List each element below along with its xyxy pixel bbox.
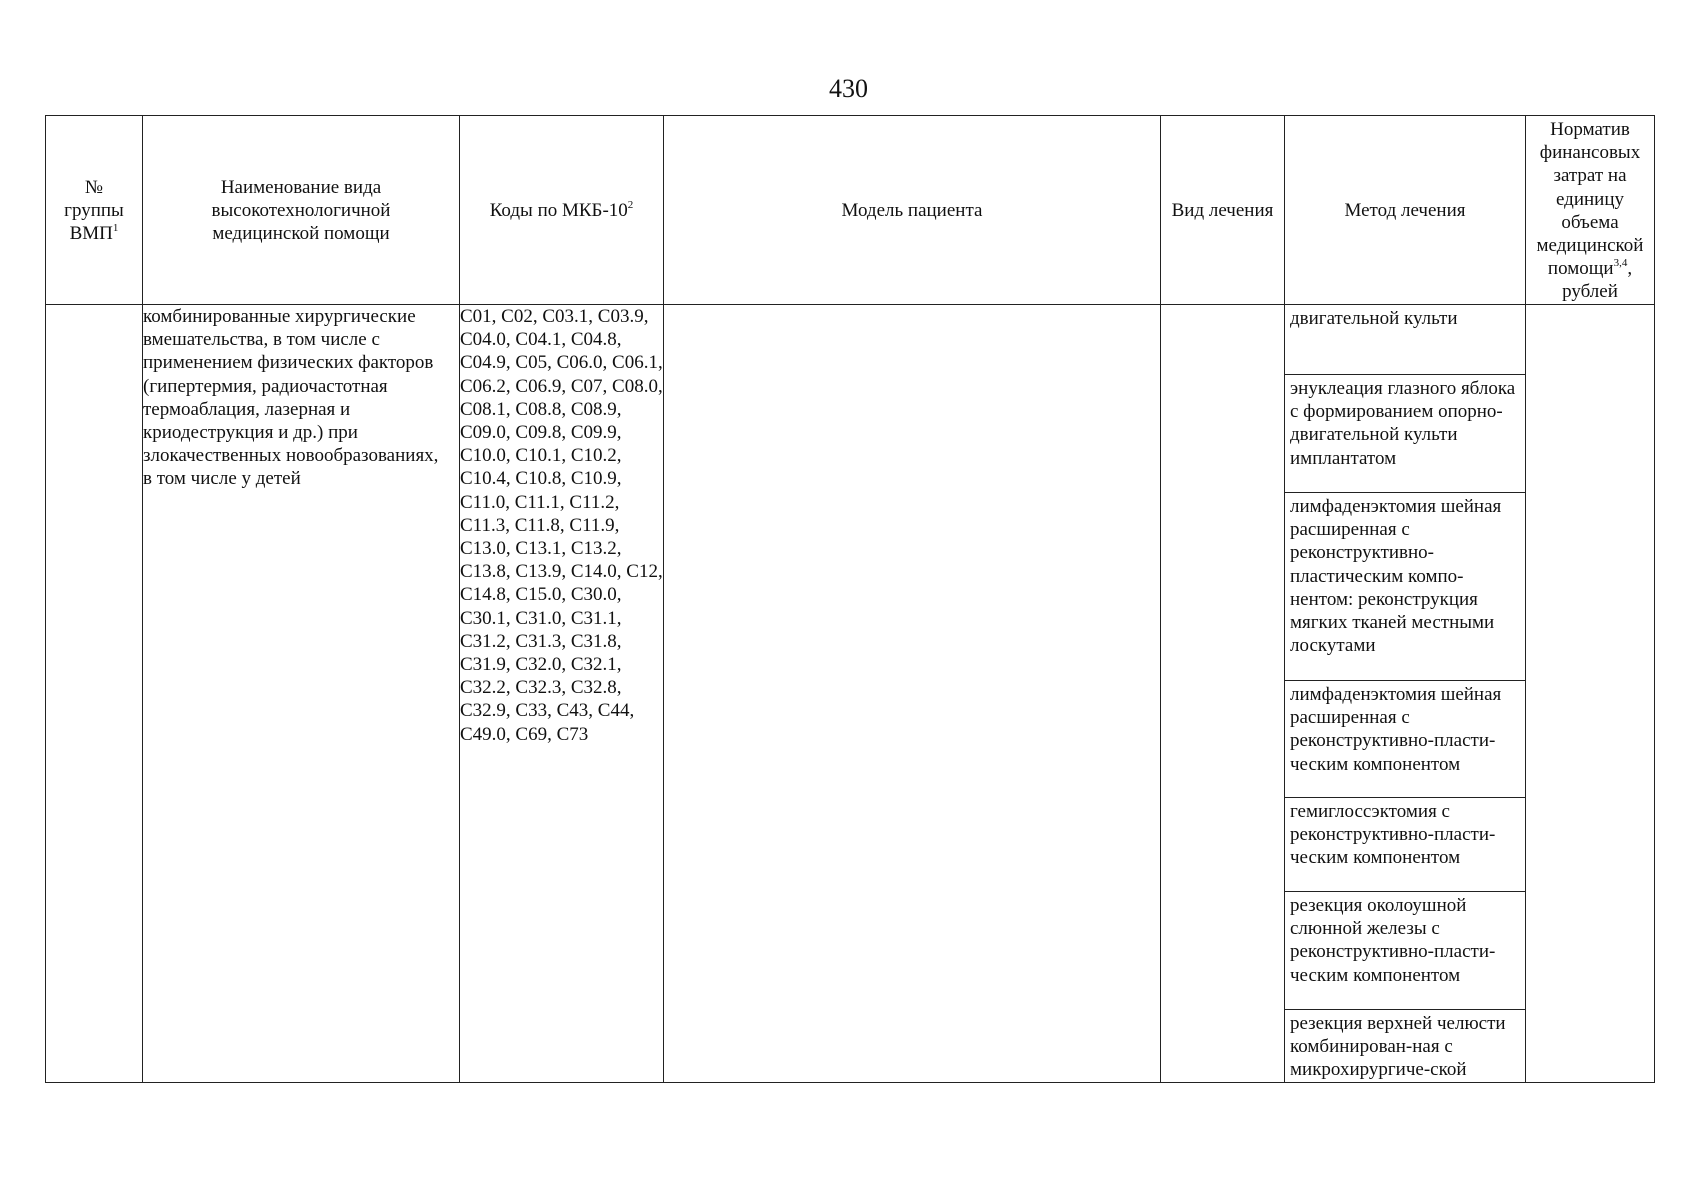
header-group-no [46,116,143,305]
header-patient-model-text: Модель пациента [841,199,983,221]
cell-cost-norm [1526,305,1655,1083]
list-item: резекция верхней челюсти комбинирован-ная с микрохирургиче-ской [1290,1013,1506,1081]
footnote-ref-2: 2 [627,198,634,211]
cell-vmp-name [143,305,460,1083]
cell-patient-model [664,305,1161,1083]
icd-codes-text: C01, C02, C03.1, C03.9, C04.0, C04.1, C04.8, C04.9, C05, C06.0, C06.1, C06.2, C06.9, C07, C08.0, C08.1, C08.8, C08.9, C09.0, C09.8, C09.9, C10.0, C10.1, C10.2, C10.4, C10.8, C10.9, C11.0, C11.1, C11.2, C11.3, C11.8, C11.9, C13.0, C13.1, C13.2, C13.8, C13.9, C14.0, C12, C14.8, C15.0, C30.0, C30.1, C31.0, C31.1, C31.2, C31.3, C31.8, C31.9, C32.0, C32.1, C32.2, C32.3, C32.8, C32.9, C33, C43, C44, C49.0, C69, C73 [460,306,663,745]
header-treatment-method-text: Метод лечения [1344,199,1466,221]
header-cost-norm-text: Норматив финансовых затрат на единицу объема медицинской помощи [1536,119,1644,280]
list-item: резекция околоушной слюнной железы с реконструктивно-пласти-ческим компонентом [1285,892,1525,1010]
cell-treatment-methods [1285,305,1526,1083]
header-cost-norm [1526,116,1655,305]
header-cost-norm-suffix: , рублей [1562,258,1633,303]
footnote-ref-3-4: 3,4 [1613,257,1628,270]
header-icd-codes [460,116,664,305]
list-item: лимфаденэктомия шейная расширенная с реконструктивно-пластическим компо-нентом: реконструкция мягких тканей местными лоскутами [1285,493,1525,681]
header-group-no-line2: группы [64,199,124,221]
header-treatment-type-text: Вид лечения [1171,199,1274,221]
vmp-table [45,115,1655,1083]
vmp-name-text: комбинированные хирургические вмешательства, в том числе с применением физических факторов (гипертермия, радиочастотная термоаблация, лазерная и криодеструкция и др.) при злокачественных новообразованиях, [143,306,439,467]
list-item: лимфаденэктомия шейная расширенная с реконструктивно-пласти-ческим компонентом [1285,681,1525,798]
header-treatment-method [1285,116,1526,305]
header-treatment-type [1161,116,1285,305]
header-group-no-line1: № [84,176,104,198]
header-row [46,116,1655,305]
header-patient-model [664,116,1161,305]
list-item: энуклеация глазного яблока с формированием опорно-двигательной культи имплантатом [1285,375,1525,493]
header-group-no-line3: ВМП [69,222,113,244]
cell-group-no [46,305,143,1083]
table-row [46,305,1655,1083]
list-item: двигательной культи [1285,305,1525,375]
header-vmp-name-text: Наименование вида высокотехнологичной медицинской помощи [211,176,391,244]
page-number: 430 [829,74,868,103]
vmp-name-tail: в том числе у детей [143,468,301,490]
cell-icd-codes [460,305,664,1083]
list-item: гемиглоссэктомия с реконструктивно-пласти-ческим компонентом [1285,798,1525,892]
methods-list [1285,305,1525,1082]
cell-treatment-type [1161,305,1285,1083]
footnote-ref-1: 1 [112,221,119,234]
header-icd-codes-text: Коды по МКБ-10 [489,199,628,221]
header-vmp-name [143,116,460,305]
